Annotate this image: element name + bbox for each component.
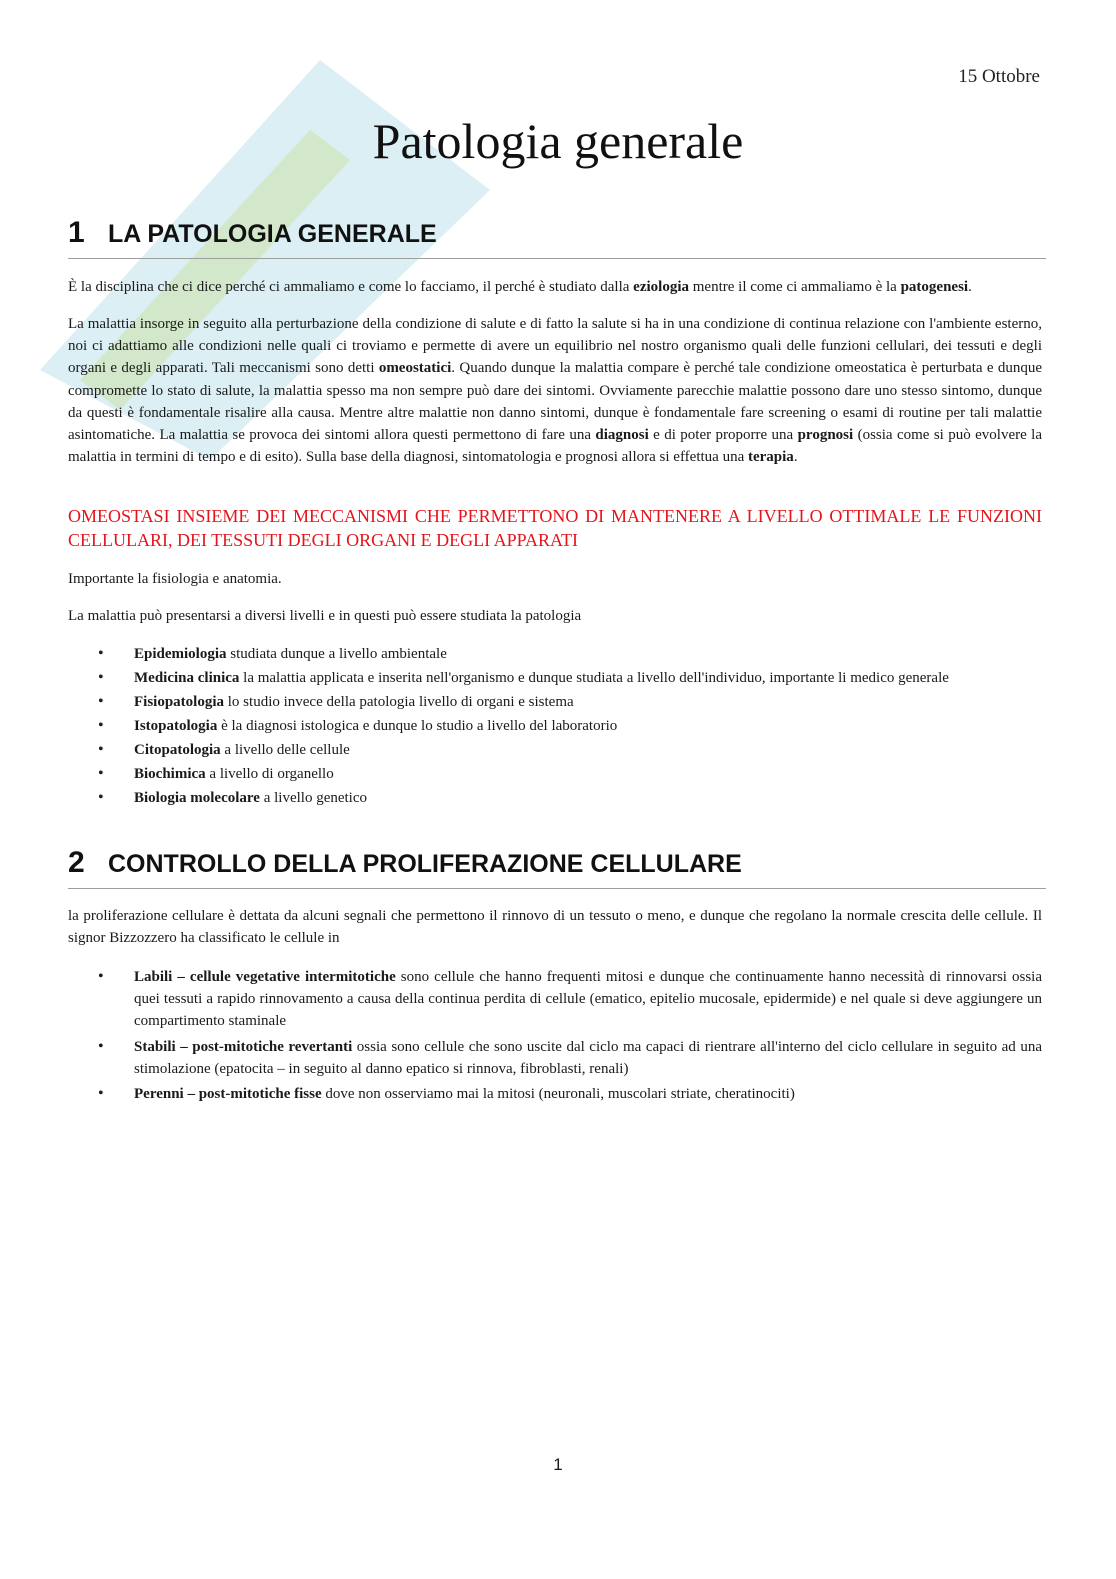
list-text: la malattia applicata e inserita nell'organismo e dunque studiata a livello dell'individuo, importante li medico generale (239, 670, 949, 686)
list-text: lo studio invece della patologia livello di organi e sistema (224, 694, 574, 710)
highlight-term: eziologia (633, 279, 689, 295)
list-item (68, 1036, 1042, 1080)
list-item (68, 667, 1042, 689)
list-term: Istopatologia (134, 718, 218, 734)
highlight-term: omeostatici (378, 360, 452, 377)
list-term: Perenni – post-mitotiche fisse (134, 1086, 322, 1103)
text-run: mentre il come ci ammaliamo è la (689, 279, 901, 295)
list-text: è la diagnosi istologica e dunque lo studio a livello del laboratorio (217, 718, 618, 734)
section-number: 1 (68, 216, 85, 249)
list-term: Biochimica (134, 766, 206, 782)
section-number: 2 (68, 846, 85, 879)
document-date: 15 Ottobre (958, 66, 1040, 87)
paragraph-levels-intro: La malattia può presentarsi a diversi livelli e in questi può essere studiata la patologia (68, 608, 582, 624)
list-term: Citopatologia (134, 742, 221, 758)
highlight-term: diagnosi (595, 427, 649, 444)
list-item (68, 691, 1042, 713)
list-item (68, 1083, 1042, 1105)
section-title: CONTROLLO DELLA PROLIFERAZIONE CELLULARE (108, 850, 742, 878)
page-title: Patologia generale (372, 113, 744, 169)
list-term: Biologia molecolare (134, 790, 260, 806)
paragraph-disease (68, 313, 1042, 468)
text-run: . (968, 279, 972, 295)
list-term: Labili – cellule vegetative intermitotiche (134, 969, 396, 985)
section-heading-2 (68, 846, 1046, 889)
list-item (68, 763, 1042, 785)
list-text: ossia sono cellule che sono uscite dal ciclo ma capaci di rientrare all'interno del ciclo cellulare in seguito ad una stimolazione (epatocita – in seguito al danno epatico si rinnova, fibroblasti, renali) (134, 1038, 1042, 1077)
list-item (68, 966, 1042, 1033)
text-run: . Quando dunque la malattia compare è perché tale condizione omeostatica è perturbata e dunque compromette lo stato di salute, la malattia spesso ma non sempre può dare dei sintomi. Ovviamente parecchie malattie possono dare uno stesso sintomo, dunque da questi è fondamentale risalire alla causa. Mentre altre malattie non danno sintomi, dunque è fondamentale fare screening o esami di routine per tali malattie asintomatiche. La malattia se provoca dei sintomi allora questi permettono di fare una (68, 360, 1042, 444)
list-term: Stabili – post-mitotiche revertanti (134, 1038, 353, 1055)
definition-omeostasi: OMEOSTASI INSIEME DEI MECCANISMI CHE PERMETTONO DI MANTENERE A LIVELLO OTTIMALE LE FUNZIONI CELLULARI, DEI TESSUTI DEGLI ORGANI E DEGLI APPARATI (68, 506, 1042, 550)
paragraph-importance: Importante la fisiologia e anatomia. (68, 571, 282, 587)
list-term: Epidemiologia (134, 646, 227, 662)
text-run: (ossia come si può evolvere la malattia in termini di tempo e di esito). Sulla base della diagnosi, sintomatologia e prognosi allora si effettua una (68, 427, 1042, 466)
list-item (68, 715, 1042, 737)
section-title: LA PATOLOGIA GENERALE (108, 220, 437, 248)
list-term: Medicina clinica (134, 670, 240, 686)
list-text: sono cellule che hanno frequenti mitosi e dunque che continuamente hanno necessità di rinnovarsi ossia quei tessuti a rapido rinnovamento a causa della continua perdita di cellule (ematico, epitelio mucosale, epidermide) e nel quale si deve aggiungere un compartimento staminale (134, 969, 1042, 1030)
list-text: a livello di organello (205, 766, 334, 782)
levels-list (68, 643, 1042, 811)
text-run: e di poter proporre una (648, 427, 798, 444)
list-text: studiata dunque a livello ambientale (226, 646, 447, 662)
page-number: 1 (553, 1455, 563, 1474)
cell-types-list (68, 966, 1042, 1108)
text-run: La malattia insorge in seguito alla perturbazione della condizione di salute e di fatto la salute si ha in una condizione di continua relazione con l'ambiente esterno, noi ci adattiamo alle condizioni nelle quali ci troviamo e permette di avere un equilibrio nel nostro organismo quali delle funzioni cellulari, dei tessuti e degli organi e degli apparati. Tali meccanismi sono detti (68, 316, 1042, 377)
list-term: Fisiopatologia (134, 694, 225, 710)
list-text: dove non osserviamo mai la mitosi (neuronali, muscolari striate, cheratinociti) (321, 1086, 795, 1103)
list-text: a livello genetico (259, 790, 367, 806)
paragraph-intro (68, 276, 1042, 298)
section-heading-1 (68, 216, 1046, 259)
highlight-term: prognosi (797, 427, 854, 444)
list-item (68, 787, 1042, 809)
text-run: . (793, 449, 798, 466)
highlight-term: terapia (747, 449, 794, 466)
list-item (68, 739, 1042, 761)
list-item (68, 643, 1042, 665)
paragraph-proliferation: la proliferazione cellulare è dettata da alcuni segnali che permettono il rinnovo di un tessuto o meno, e dunque che regolano la normale crescita delle cellule. Il signor Bizzozzero ha classificato le cellule in (68, 908, 1042, 947)
text-run: È la disciplina che ci dice perché ci ammaliamo e come lo facciamo, il perché è studiato dalla (68, 279, 634, 295)
list-text: a livello delle cellule (220, 742, 350, 758)
highlight-term: patogenesi (900, 279, 969, 295)
